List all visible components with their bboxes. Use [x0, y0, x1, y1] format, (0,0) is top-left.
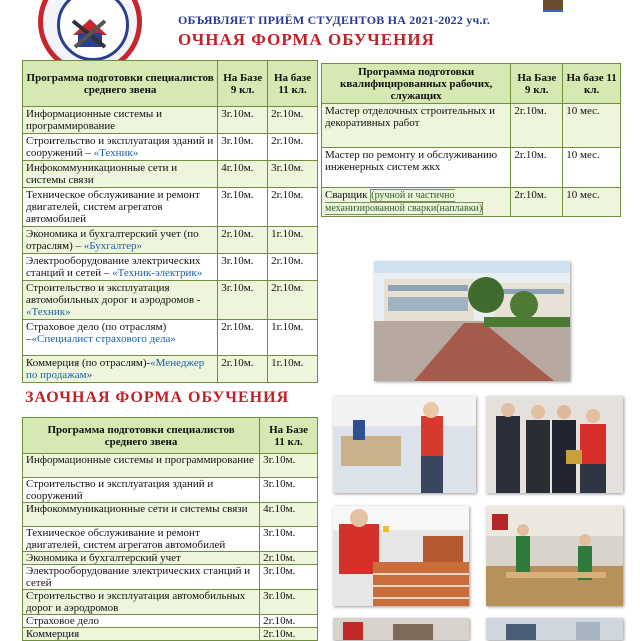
duration-base11: 2г.10м.: [268, 254, 318, 281]
program-cell: [23, 281, 218, 320]
fulltime-workers-rows: [322, 104, 621, 217]
parttime-title: ЗАОЧНАЯ ФОРМА ОБУЧЕНИЯ: [25, 389, 290, 406]
fulltime-specialists-table: [22, 60, 318, 383]
program-cell: [23, 188, 218, 227]
program-name: Строительство и эксплуатация зданий и сооружений –: [26, 135, 214, 159]
duration-base11: 10 мес.: [563, 148, 621, 188]
table-row: [23, 590, 318, 615]
table-row: [23, 161, 318, 188]
duration-base11: 1г.10м.: [268, 356, 318, 383]
duration-base11: 1г.10м.: [268, 227, 318, 254]
table-row: [23, 527, 318, 552]
col-base9: На Базе 9 кл.: [218, 61, 268, 107]
duration-base11: 1г.10м.: [268, 320, 318, 356]
qualification: «Техник»: [26, 306, 71, 318]
fulltime-specialists-rows: [23, 107, 318, 383]
duration-base11: 3г.10м.: [268, 161, 318, 188]
table-row: [322, 104, 621, 148]
program-name: Сварщик: [325, 189, 368, 201]
workshop-students-photo: [333, 396, 476, 493]
program-name: Страховое дело (по отраслям) –: [26, 321, 167, 345]
qualification: «Специалист страхового дела»: [31, 333, 176, 345]
program-cell: [23, 107, 218, 134]
duration-base11: 2г.10м.: [260, 628, 318, 641]
table-row: [23, 628, 318, 641]
duration-base9: 2г.10м.: [218, 227, 268, 254]
duration-base11: 3г.10м.: [260, 454, 318, 478]
duration-base11: 2г.10м.: [268, 107, 318, 134]
qualification: «Техник»: [93, 147, 139, 159]
lab-class-photo: [486, 618, 623, 640]
table-row: [23, 552, 318, 565]
welder-note: (ручной и частично механизированной сварки(наплавки): [325, 190, 483, 214]
duration-base11: 10 мес.: [563, 188, 621, 217]
table-row: [23, 281, 318, 320]
bricklaying-photo: [333, 506, 469, 606]
parttime-rows: [23, 454, 318, 641]
col-base11: На базе 11 кл.: [268, 61, 318, 107]
table-row: [23, 478, 318, 503]
program-name: Электрооборудование электрических станций и сетей: [23, 565, 260, 590]
col-program: Программа подготовки квалифицированных рабочих, служащих: [322, 64, 511, 104]
table-row: [23, 227, 318, 254]
table-row: [23, 565, 318, 590]
program-name: Инфокоммуникационные сети и системы связи: [26, 162, 178, 186]
officials-visit-photo: [486, 396, 623, 493]
duration-base11: 2г.10м.: [268, 134, 318, 161]
duration-base9: 2г.10м.: [511, 104, 563, 148]
college-building-photo: [374, 261, 570, 381]
duration-base11: 10 мес.: [563, 104, 621, 148]
table-row: [322, 148, 621, 188]
duration-base9: 2г.10м.: [511, 188, 563, 217]
program-name: Техническое обслуживание и ремонт двигателей, систем агрегатов автомобилей: [23, 527, 260, 552]
program-cell: [23, 254, 218, 281]
duration-base9: 4г.10м.: [218, 161, 268, 188]
program-name: Строительство и эксплуатация автомобильных дорог и аэродромов -: [26, 282, 201, 306]
duration-base9: 3г.10м.: [218, 188, 268, 227]
announcement-line: ОБЪЯВЛЯЕТ ПРИЁМ СТУДЕНТОВ НА 2021-2022 уч.г.: [178, 13, 491, 27]
corner-image: [543, 0, 563, 12]
program-name: Информационные системы и программирование: [26, 108, 162, 132]
duration-base11: 2г.10м.: [268, 281, 318, 320]
duration-base9: 3г.10м.: [218, 107, 268, 134]
parttime-table: [22, 417, 318, 641]
qualification: «Техник-электрик»: [112, 267, 203, 279]
carpentry-workshop-photo: [486, 506, 623, 606]
fulltime-workers-table: [321, 63, 621, 217]
tools-emblem-icon: [43, 0, 137, 69]
program-cell: [322, 148, 511, 188]
table-row: [322, 188, 621, 217]
table-row: [23, 503, 318, 527]
duration-base11: 4г.10м.: [260, 503, 318, 527]
table-row: [23, 134, 318, 161]
program-name: Экономика и бухгалтерский учет (по отраслям) –: [26, 228, 199, 252]
table-row: [23, 188, 318, 227]
program-name: Инфокоммуникационные сети и системы связи: [23, 503, 260, 527]
duration-base9: 3г.10м.: [218, 281, 268, 320]
duration-base11: 2г.10м.: [260, 552, 318, 565]
table-row: [23, 320, 318, 356]
program-name: Коммерция: [23, 628, 260, 641]
program-name: Мастер по ремонту и обслуживанию инженерных систем жкх: [325, 149, 498, 173]
duration-base11: 3г.10м.: [260, 565, 318, 590]
col-base9: На Базе 9 кл.: [511, 64, 563, 104]
program-name: Страховое дело: [23, 615, 260, 628]
col-program: Программа подготовки специалистов среднего звена: [23, 418, 260, 454]
program-cell: [322, 104, 511, 148]
program-cell: [23, 356, 218, 383]
program-name: Электрооборудование электрических станций и сетей –: [26, 255, 201, 279]
duration-base11: 3г.10м.: [260, 478, 318, 503]
program-name: Информационные системы и программирование: [23, 454, 260, 478]
qualification: «Менеджер по продажам»: [26, 357, 205, 381]
duration-base9: 3г.10м.: [218, 254, 268, 281]
duration-base11: 3г.10м.: [260, 527, 318, 552]
duration-base9: 2г.10м.: [511, 148, 563, 188]
program-cell: [23, 320, 218, 356]
col-base11: На Базе 11 кл.: [260, 418, 318, 454]
program-name: Коммерция (по отраслям)-: [26, 357, 151, 369]
program-cell: [23, 161, 218, 188]
welding-class-photo: [333, 618, 469, 640]
program-cell: [23, 227, 218, 254]
duration-base11: 2г.10м.: [260, 615, 318, 628]
duration-base11: 2г.10м.: [268, 188, 318, 227]
col-program: Программа подготовки специалистов среднего звена: [23, 61, 218, 107]
program-cell: [322, 188, 511, 217]
program-name: Строительство и эксплуатация зданий и сооружений: [23, 478, 260, 503]
program-name: Техническое обслуживание и ремонт двигателей, систем агрегатов автомобилей: [26, 189, 200, 225]
duration-base9: 2г.10м.: [218, 320, 268, 356]
table-row: [23, 254, 318, 281]
program-name: Экономика и бухгалтерский учет: [23, 552, 260, 565]
table-row: [23, 454, 318, 478]
program-cell: [23, 134, 218, 161]
table-row: [23, 615, 318, 628]
duration-base11: 3г.10м.: [260, 590, 318, 615]
program-name: Мастер отделочных строительных и декоративных работ: [325, 105, 496, 129]
table-row: [23, 356, 318, 383]
program-name: Строительство и эксплуатация автомобильных дорог и аэродромов: [23, 590, 260, 615]
table-row: [23, 107, 318, 134]
qualification: «Бухгалтер»: [83, 240, 142, 252]
col-base11: На базе 11 кл.: [563, 64, 621, 104]
duration-base9: 3г.10м.: [218, 134, 268, 161]
fulltime-title: ОЧНАЯ ФОРМА ОБУЧЕНИЯ: [178, 30, 435, 49]
duration-base9: 2г.10м.: [218, 356, 268, 383]
